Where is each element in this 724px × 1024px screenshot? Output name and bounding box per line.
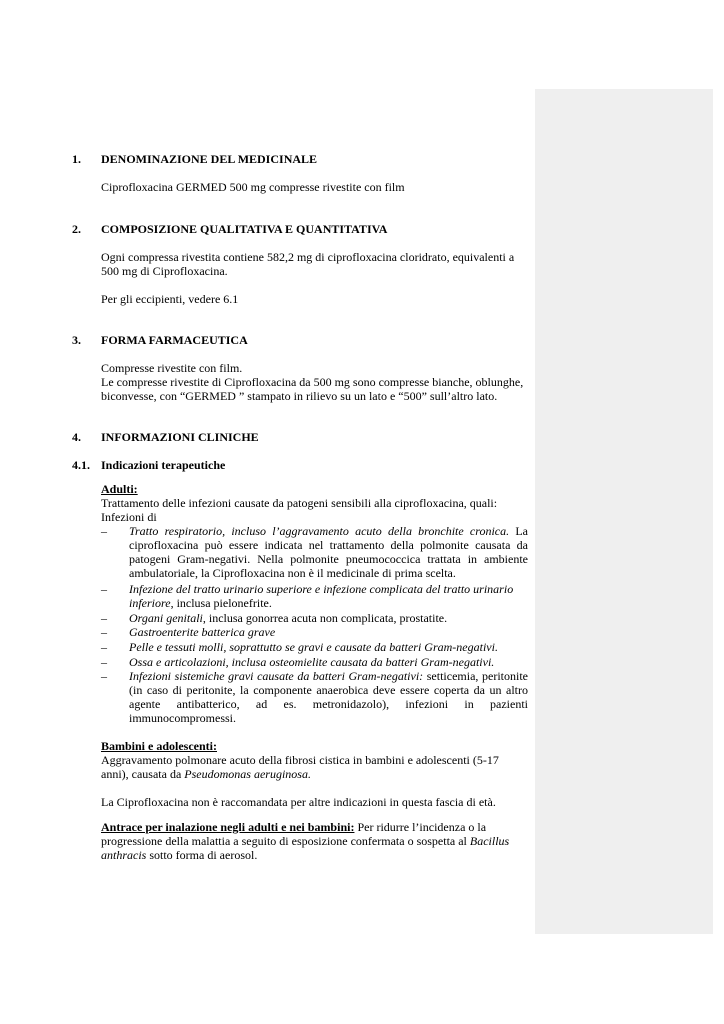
bambini-line: anni), causata da Pseudomonas aeruginosa. bbox=[101, 767, 311, 781]
antrace-line: anthracis sotto forma di aerosol. bbox=[101, 848, 258, 862]
section-3-line: Le compresse rivestite di Ciprofloxacina da 500 mg sono compresse bianche, oblunghe, bbox=[101, 375, 524, 389]
section-3-number: 3. bbox=[72, 333, 81, 347]
bullet-dash: – bbox=[101, 611, 107, 625]
bullet-respiratory-line: Tratto respiratorio, incluso l’aggravamento acuto della bronchite cronica. La bbox=[129, 524, 529, 538]
section-3-line: Compresse rivestite con film. bbox=[101, 361, 243, 375]
bullet-dash: – bbox=[101, 655, 107, 669]
section-2-excipients: Per gli eccipienti, vedere 6.1 bbox=[101, 292, 239, 306]
adulti-heading: Adulti: bbox=[101, 482, 138, 496]
bullet-genital: Organi genitali, inclusa gonorrea acuta non complicata, prostatite. bbox=[129, 611, 448, 625]
section-4-1-number: 4.1. bbox=[72, 458, 90, 472]
section-1-number: 1. bbox=[72, 152, 81, 166]
comment-margin-pane bbox=[535, 89, 713, 934]
section-3-line: biconvesse, con “GERMED ” stampato in rilievo su un lato e “500” sull’altro lato. bbox=[101, 389, 498, 403]
bullet-dash: – bbox=[101, 640, 107, 654]
bullet-urinary-line: inferiore, inclusa pielonefrite. bbox=[129, 596, 272, 610]
bullet-respiratory-line: patogeni Gram-negativi. Nella polmonite pneumococcica trattata in ambiente bbox=[129, 552, 528, 566]
bambini-heading: Bambini e adolescenti: bbox=[101, 739, 217, 753]
bullet-gastro: Gastroenterite batterica grave bbox=[129, 625, 276, 639]
antrace-line: Antrace per inalazione negli adulti e nei bambini: Per ridurre l’incidenza o la bbox=[101, 820, 487, 834]
section-3-title: FORMA FARMACEUTICA bbox=[101, 333, 248, 347]
bullet-dash: – bbox=[101, 669, 107, 683]
bullet-respiratory-line: ciprofloxacina può essere indicata nel trattamento della polmonite causata da bbox=[129, 538, 528, 552]
bullet-dash: – bbox=[101, 524, 107, 538]
section-1-text: Ciprofloxacina GERMED 500 mg compresse rivestite con film bbox=[101, 180, 405, 194]
adulti-intro-line: Infezioni di bbox=[101, 510, 157, 524]
bullet-skin: Pelle e tessuti molli, soprattutto se gravi e causate da batteri Gram-negativi. bbox=[129, 640, 498, 654]
section-4-number: 4. bbox=[72, 430, 81, 444]
bambini-note: La Ciprofloxacina non è raccomandata per altre indicazioni in questa fascia di età. bbox=[101, 795, 496, 809]
bullet-bones: Ossa e articolazioni, inclusa osteomielite causata da batteri Gram-negativi. bbox=[129, 655, 495, 669]
section-1-title: DENOMINAZIONE DEL MEDICINALE bbox=[101, 152, 318, 166]
bullet-systemic-line: agente antibatterico, ad es. metronidazolo), infezioni in pazienti bbox=[129, 697, 528, 711]
bullet-systemic-line: (in caso di peritonite, la componente anaerobica deve essere coperta da un altro bbox=[129, 683, 528, 697]
section-2-paragraph-line: Ogni compressa rivestita contiene 582,2 mg di ciprofloxacina cloridrato, equivalenti a bbox=[101, 250, 515, 264]
bullet-dash: – bbox=[101, 625, 107, 639]
antrace-line: progressione della malattia a seguito di esposizione confermata o sospetta al Bacillus bbox=[101, 834, 510, 848]
section-4-title: INFORMAZIONI CLINICHE bbox=[101, 430, 259, 444]
section-2-title: COMPOSIZIONE QUALITATIVA E QUANTITATIVA bbox=[101, 222, 388, 236]
bullet-systemic-line: Infezioni sistemiche gravi causate da batteri Gram-negativi: setticemia, peritonite bbox=[129, 669, 528, 683]
bullet-respiratory-line: ambulatoriale, la Ciprofloxacina non è il medicinale di prima scelta. bbox=[129, 566, 456, 580]
bambini-line: Aggravamento polmonare acuto della fibrosi cistica in bambini e adolescenti (5-17 bbox=[101, 753, 499, 767]
adulti-intro-line: Trattamento delle infezioni causate da patogeni sensibili alla ciprofloxacina, quali: bbox=[101, 496, 498, 510]
bullet-systemic-line: immunocompromessi. bbox=[129, 711, 236, 725]
section-2-paragraph-line: 500 mg di Ciprofloxacina. bbox=[101, 264, 228, 278]
section-2-number: 2. bbox=[72, 222, 81, 236]
bullet-dash: – bbox=[101, 582, 107, 596]
bullet-urinary-line: Infezione del tratto urinario superiore e infezione complicata del tratto urinario bbox=[129, 582, 514, 596]
section-4-1-title: Indicazioni terapeutiche bbox=[101, 458, 226, 472]
